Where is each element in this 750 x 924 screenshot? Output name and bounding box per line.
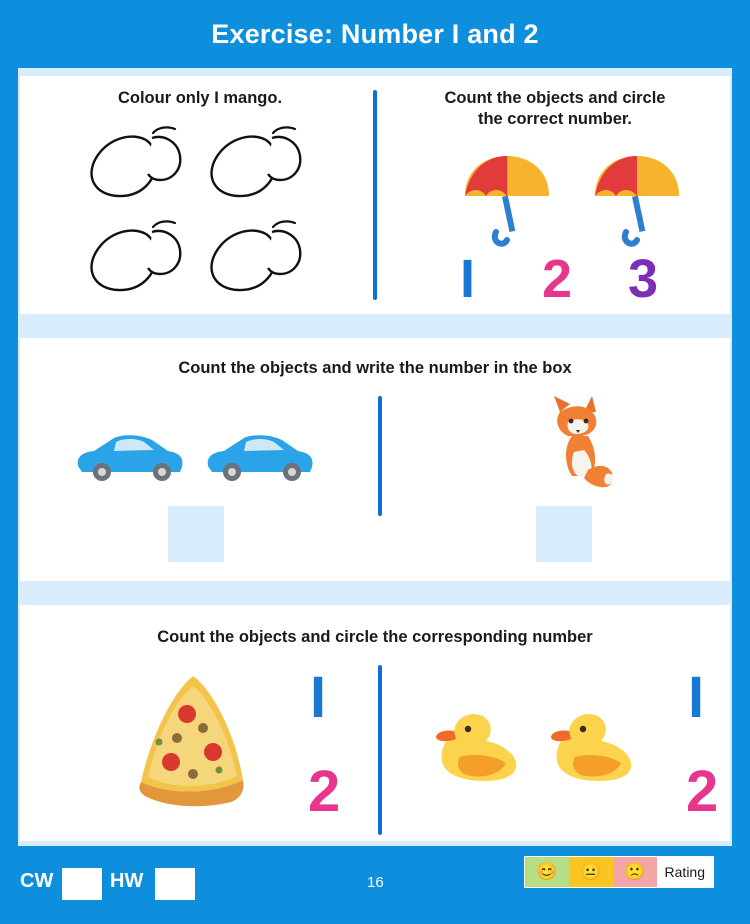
mango-outline — [80, 216, 200, 296]
choice-number-2[interactable]: 2 — [308, 759, 341, 824]
instruction-count-umbrellas-line1: Count the objects and circle — [444, 89, 666, 107]
rating-happy-icon[interactable]: 😊 — [525, 857, 569, 887]
choice-number-1[interactable]: I — [688, 665, 705, 730]
choice-number-2[interactable]: 2 — [542, 249, 573, 309]
classwork-box[interactable] — [62, 868, 102, 900]
right-blue-rail — [732, 0, 750, 924]
umbrella-icon — [585, 146, 695, 256]
duck-icon — [420, 705, 530, 785]
choice-number-2[interactable]: 2 — [686, 759, 719, 824]
vertical-divider — [373, 90, 377, 300]
choice-number-1[interactable]: I — [310, 665, 327, 730]
duck-icon — [535, 705, 645, 785]
car-icon — [200, 426, 320, 486]
fox-icon — [520, 390, 630, 500]
umbrella-icon — [455, 146, 565, 256]
rating-label: Rating — [657, 857, 713, 887]
mango-outline — [200, 216, 320, 296]
car-icon — [70, 426, 190, 486]
rating-widget[interactable] — [524, 856, 714, 888]
instruction-colour-mango: Colour only I mango. — [117, 89, 283, 107]
page-number: 16 — [367, 874, 384, 891]
mango-outline — [80, 122, 200, 202]
vertical-divider — [378, 396, 382, 516]
section-colour-mango — [20, 76, 730, 314]
vertical-divider — [378, 665, 382, 835]
instruction-circle-number: Count the objects and circle the corresponding number — [157, 628, 593, 646]
homework-box[interactable] — [155, 868, 195, 900]
homework-label: HW — [110, 870, 144, 892]
instruction-write-number: Count the objects and write the number in the box — [178, 359, 572, 377]
instruction-count-umbrellas-line2: the correct number. — [477, 110, 633, 128]
rating-sad-icon[interactable]: 🙁 — [613, 857, 657, 887]
answer-box-fox[interactable] — [536, 506, 592, 562]
classwork-label: CW — [20, 870, 54, 892]
pizza-slice-icon — [115, 670, 265, 810]
section-circle-number — [20, 605, 730, 841]
mango-outline — [200, 122, 320, 202]
left-blue-rail — [0, 0, 18, 924]
choice-number-1[interactable]: I — [460, 249, 476, 309]
answer-box-cars[interactable] — [168, 506, 224, 562]
rating-neutral-icon[interactable]: 😐 — [569, 857, 613, 887]
choice-number-3[interactable]: 3 — [628, 249, 659, 309]
section-write-number — [20, 338, 730, 581]
page-title: Exercise: Number I and 2 — [0, 0, 750, 68]
